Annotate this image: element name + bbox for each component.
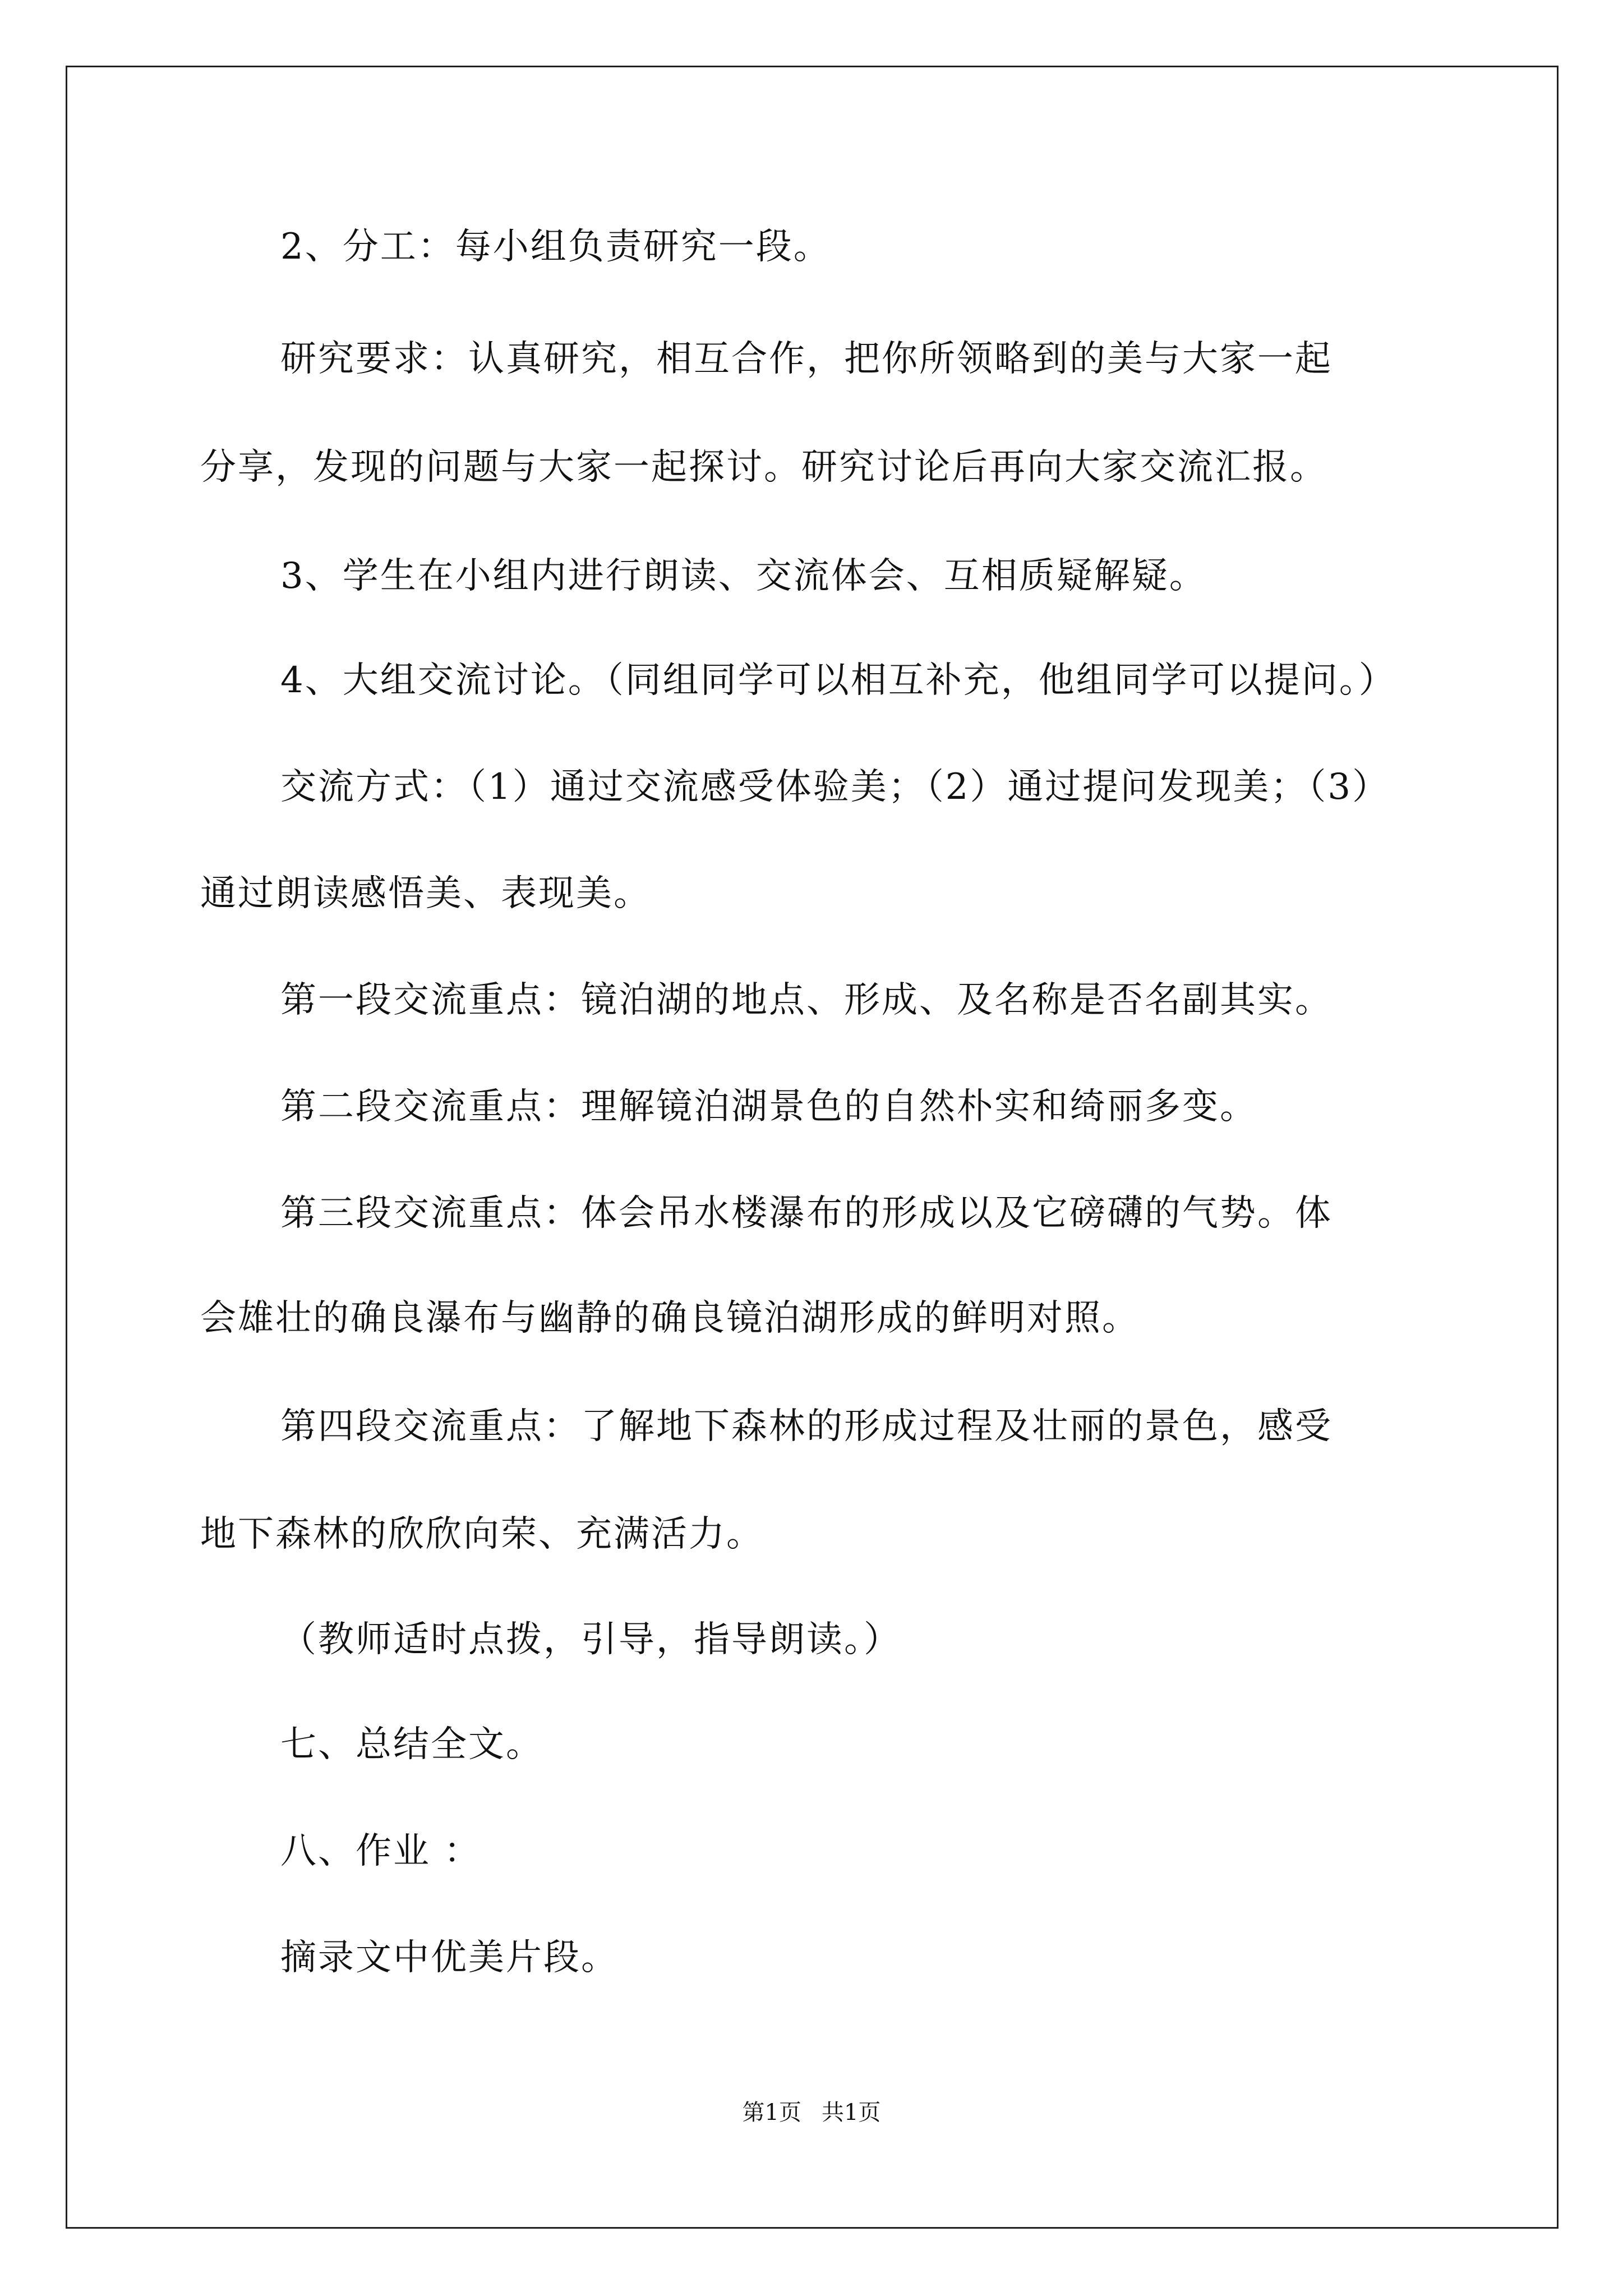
doc-line-13: 地下森林的欣欣向荣、充满活力。 (200, 1513, 764, 1555)
doc-line-16: 八、作业 ： (280, 1830, 482, 1872)
page-number-total: 共1页 (822, 2100, 881, 2125)
page-number-current: 第1页 (742, 2100, 801, 2125)
doc-line-15: 七、总结全文。 (280, 1724, 543, 1765)
doc-line-14: （教师适时点拨，引导，指导朗读。） (280, 1619, 901, 1660)
doc-line-8: 第一段交流重点：镜泊湖的地点、形成、及名称是否名副其实。 (280, 979, 1332, 1021)
doc-line-10: 第三段交流重点：体会吊水楼瀑布的形成以及它磅礴的气势。体 (280, 1193, 1332, 1234)
doc-line-2: 研究要求：认真研究，相互合作，把你所领略到的美与大家一起 (280, 338, 1332, 380)
doc-line-6: 交流方式：（1）通过交流感受体验美；（2）通过提问发现美；（3） (280, 766, 1390, 808)
page-border (66, 66, 1559, 2229)
doc-line-17: 摘录文中优美片段。 (280, 1937, 619, 1978)
page-footer (0, 2097, 1623, 2128)
doc-line-4: 3、学生在小组内进行朗读、交流体会、互相质疑解疑。 (280, 555, 1207, 597)
doc-line-3: 分享，发现的问题与大家一起探讨。研究讨论后再向大家交流汇报。 (200, 447, 1327, 488)
doc-line-9: 第二段交流重点：理解镜泊湖景色的自然朴实和绮丽多变。 (280, 1086, 1257, 1128)
doc-line-7: 通过朗读感悟美、表现美。 (200, 873, 651, 914)
doc-line-12: 第四段交流重点：了解地下森林的形成过程及壮丽的景色，感受 (280, 1406, 1332, 1447)
doc-line-5: 4、大组交流讨论。（同组同学可以相互补充，他组同学可以提问。） (280, 660, 1396, 701)
doc-line-11: 会雄壮的确良瀑布与幽静的确良镜泊湖形成的鲜明对照。 (200, 1297, 1140, 1339)
doc-line-1: 2、分工：每小组负责研究一段。 (280, 226, 831, 268)
